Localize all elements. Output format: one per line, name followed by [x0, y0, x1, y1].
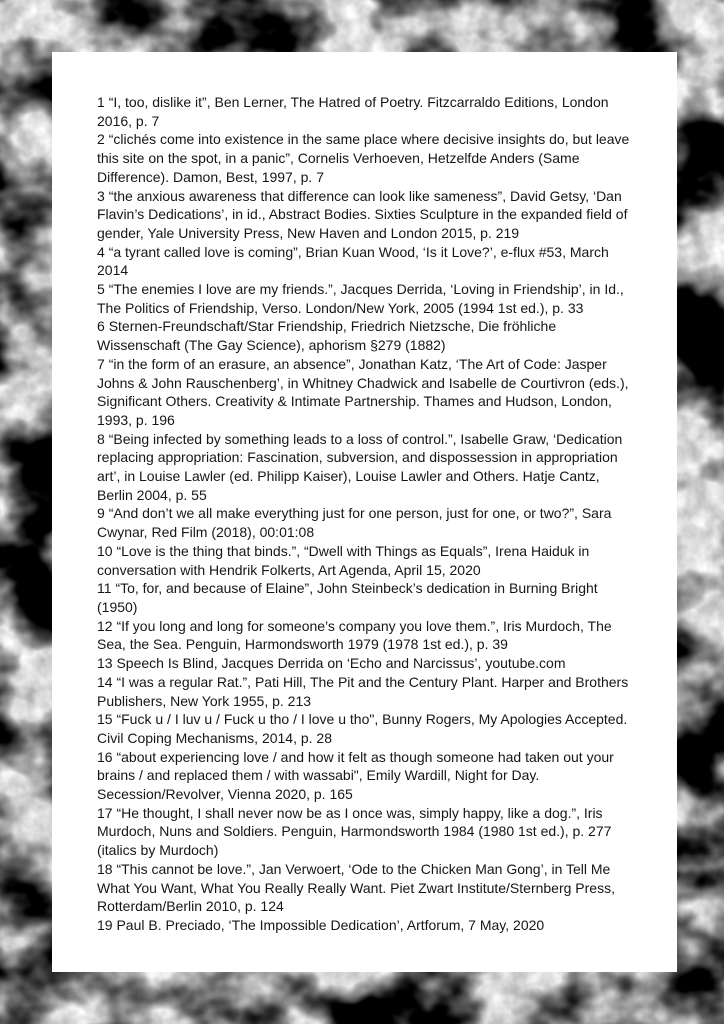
endnote-entry: [97, 579, 632, 616]
endnote-entry: [97, 542, 632, 579]
endnote-number: 14: [97, 673, 113, 690]
endnote-number: 5: [97, 281, 105, 298]
endnote-number: 16: [97, 748, 113, 765]
endnote-entry: [97, 430, 632, 505]
endnote-number: 6: [97, 318, 105, 335]
endnote-number: 2: [97, 131, 105, 148]
endnote-entry: [97, 130, 632, 186]
endnote-entry: [97, 355, 632, 430]
endnote-number: 10: [97, 542, 113, 559]
endnote-text: “a tyrant called love is coming”, Brian Kuan Wood, ‘Is it Love?’, e-flux #53, March 2014: [97, 243, 609, 279]
endnote-number: 19: [97, 916, 113, 933]
endnote-number: 4: [97, 243, 105, 260]
endnote-text: Sternen-Freundschaft/Star Friendship, Friedrich Nietzsche, Die fröhliche Wissenschaft (The Gay Science), aphorism §279 (1882): [97, 318, 557, 354]
endnote-text: “This cannot be love.”, Jan Verwoert, ‘Ode to the Chicken Man Gong’, in Tell Me What You Want, What You Really Really Want. Piet Zwart Institute/Sternberg Press, Rotterdam/Berlin 2010, p. 124: [97, 860, 615, 915]
endnote-text: “Love is the thing that binds.”, “Dwell with Things as Equals”, Irena Haiduk in conversation with Hendrik Folkerts, Art Agenda, April 15, 2020: [97, 542, 590, 578]
endnote-number: 7: [97, 355, 105, 372]
paper-page: [52, 52, 677, 972]
endnote-text: “He thought, I shall never now be as I once was, simply happy, like a dog.”, Iris Murdoch, Nuns and Soldiers. Penguin, Harmondsworth 1984 (1980 1st ed.), p. 277 (italics by Murdoch): [97, 804, 612, 859]
endnote-text: “Fuck u / I luv u / Fuck u tho / I love u tho", Bunny Rogers, My Apologies Accepted. Civil Coping Mechanisms, 2014, p. 28: [97, 711, 628, 746]
endnote-entry: [97, 504, 632, 541]
endnote-entry: [97, 317, 632, 354]
endnote-text: “And don’t we all make everything just for one person, just for one, or two?”, Sara Cwynar, Red Film (2018), 00:01:08: [97, 505, 612, 541]
endnote-number: 1: [97, 94, 105, 110]
endnote-entry: [97, 280, 632, 317]
endnote-number: 18: [97, 860, 113, 877]
endnote-entry: [97, 673, 632, 710]
endnote-text: “I, too, dislike it”, Ben Lerner, The Hatred of Poetry. Fitzcarraldo Editions, London 2016, p. 7: [97, 94, 609, 129]
endnote-number: 15: [97, 711, 113, 728]
endnote-text: “about experiencing love / and how it felt as though someone had taken out your brains / and replaced them / with wassabi", Emily Wardill, Night for Day. Secession/Revolver, Vienna 2020, p. 165: [97, 748, 614, 803]
endnote-text: Speech Is Blind, Jacques Derrida on ‘Echo and Narcissus’, youtube.com: [116, 655, 566, 672]
endnote-text: “the anxious awareness that difference can look like sameness”, David Getsy, ‘Dan Flavin’s Dedications’, in id., Abstract Bodies. Sixties Sculpture in the expanded field of gender, Yale University Press, New Haven and London 2015, p. 219: [97, 187, 628, 241]
endnote-number: 8: [97, 430, 105, 447]
endnote-number: 9: [97, 505, 105, 522]
endnote-text: “I was a regular Rat.”, Pati Hill, The Pit and the Century Plant. Harper and Brothers Publishers, New York 1955, p. 213: [97, 673, 629, 709]
endnote-text: “Being infected by something leads to a loss of control.”, Isabelle Graw, ‘Dedication replacing appropriation: Fascination, subversion, and dispossession in appropriation art’, in Louise Lawler (ed. Philipp Kaiser), Louise Lawler and Others. Hatje Cantz, Berlin 2004, p. 55: [97, 430, 623, 503]
endnote-number: 12: [97, 617, 113, 634]
endnote-number: 13: [97, 655, 113, 672]
endnote-text: “in the form of an erasure, an absence”, Jonathan Katz, ‘The Art of Code: Jasper Johns & John Rauschenberg’, in Whitney Chadwick and Isabelle de Courtivron (eds.), Significant Others. Creativity & Intimate Partnership. Thames and Hudson, London, 1993, p. 196: [97, 355, 629, 428]
endnote-entry: [97, 617, 632, 654]
endnote-entry: [97, 860, 632, 916]
endnote-number: 11: [97, 580, 112, 597]
endnote-number: 3: [97, 187, 105, 204]
endnote-text: “To, for, and because of Elaine”, John Steinbeck’s dedication in Burning Bright (1950): [97, 580, 598, 615]
endnote-entry: [97, 654, 632, 673]
endnote-entry: [97, 93, 632, 130]
endnote-text: “clichés come into existence in the same place where decisive insights do, but leave this site on the spot, in a panic”, Cornelis Verhoeven, Hetzelfde Anders (Same Difference). Damon, Best, 1997, p. 7: [97, 131, 630, 185]
endnote-entry: [97, 748, 632, 804]
endnote-entry: [97, 804, 632, 860]
endnote-number: 17: [97, 804, 113, 821]
endnote-text: Paul B. Preciado, ‘The Impossible Dedication’, Artforum, 7 May, 2020: [116, 916, 545, 933]
endnote-entry: [97, 710, 632, 747]
endnote-entry: [97, 187, 632, 243]
endnote-entry: [97, 916, 632, 935]
endnote-text: “The enemies I love are my friends.”, Jacques Derrida, ‘Loving in Friendship’, in Id., The Politics of Friendship, Verso. London/New York, 2005 (1994 1st ed.), p. 33: [97, 281, 624, 316]
endnote-entry: [97, 243, 632, 280]
endnote-text: “If you long and long for someone’s company you love them.”, Iris Murdoch, The Sea, the Sea. Penguin, Harmondsworth 1979 (1978 1st ed.), p. 39: [97, 617, 612, 653]
